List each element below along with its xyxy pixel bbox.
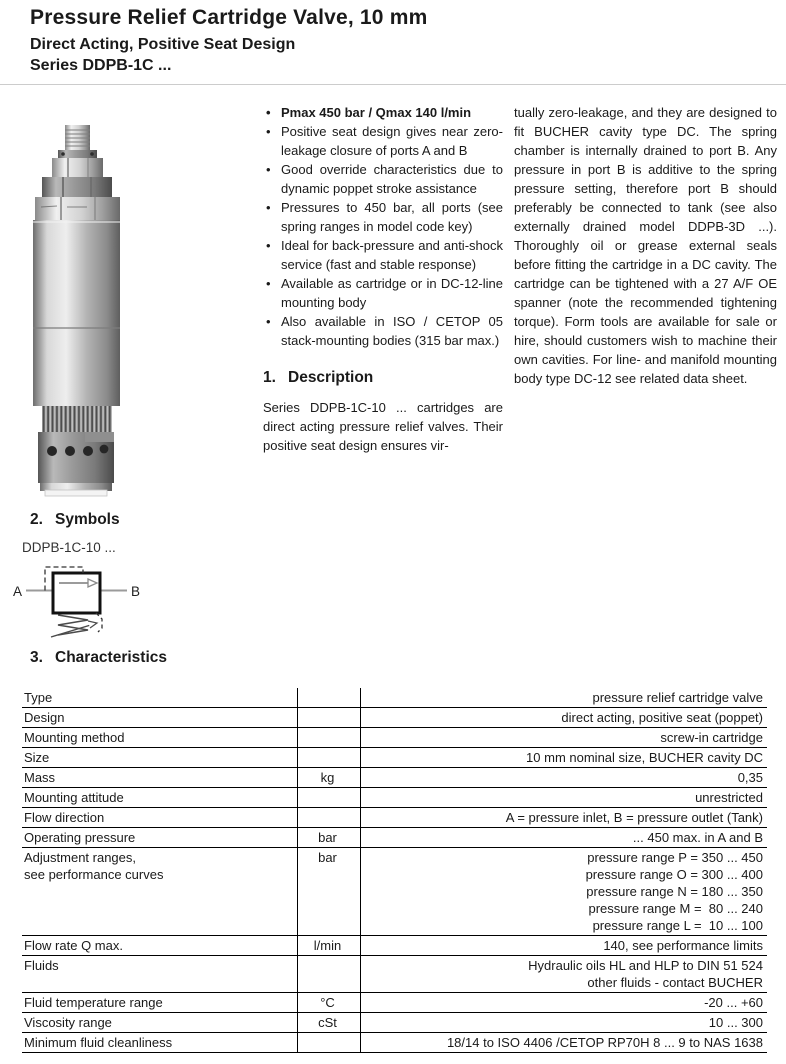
- row-value: 10 mm nominal size, BUCHER cavity DC: [360, 748, 767, 768]
- row-value: screw-in cartridge: [360, 728, 767, 748]
- section-number: 1.: [263, 369, 276, 386]
- row-unit: [297, 688, 360, 708]
- row-label: Type: [22, 688, 297, 708]
- row-value-line: pressure range P = 350 ... 450: [587, 850, 763, 865]
- row-label: Viscosity range: [22, 1013, 297, 1033]
- row-unit: [297, 748, 360, 768]
- valve-locknut: [52, 158, 103, 177]
- feature-item: • Pressures to 450 bar, all ports (see spring ranges in model code key): [263, 198, 503, 236]
- row-value-line: pressure range O = 300 ... 400: [585, 867, 763, 882]
- row-value: [360, 956, 767, 993]
- valve-body-hex: [35, 197, 120, 220]
- row-unit: bar: [297, 848, 360, 936]
- row-label: Flow direction: [22, 808, 297, 828]
- page-title: Pressure Relief Cartridge Valve, 10 mm: [30, 6, 428, 29]
- row-value: A = pressure inlet, B = pressure outlet (Tank): [360, 808, 767, 828]
- row-label: Mass: [22, 768, 297, 788]
- characteristics-table: [22, 688, 767, 1053]
- feature-item: • Ideal for back-pressure and anti-shock service (fast and stable response): [263, 236, 503, 274]
- section-heading-characteristics: [30, 648, 167, 667]
- product-photo: [25, 103, 240, 498]
- table-row: [22, 936, 767, 956]
- section-heading-symbols: [30, 510, 120, 529]
- header-divider: [0, 84, 786, 85]
- row-value-line: Hydraulic oils HL and HLP to DIN 51 524: [528, 958, 763, 973]
- table-row: [22, 768, 767, 788]
- valve-body: [33, 220, 120, 406]
- section-title: Characteristics: [55, 649, 168, 666]
- row-label: Mounting attitude: [22, 788, 297, 808]
- feature-item: • Pmax 450 bar / Qmax 140 l/min: [263, 103, 503, 122]
- row-value: pressure relief cartridge valve: [360, 688, 767, 708]
- row-unit: [297, 1033, 360, 1053]
- row-value-line: other fluids - contact BUCHER: [587, 975, 763, 990]
- row-label: [22, 848, 297, 936]
- row-label: Fluids: [22, 956, 297, 993]
- row-value: -20 ... +60: [360, 993, 767, 1013]
- section-number: 3.: [30, 649, 43, 666]
- row-value: 0,35: [360, 768, 767, 788]
- table-row: [22, 788, 767, 808]
- section-heading-description: [263, 368, 503, 387]
- spring-icon: [58, 615, 88, 635]
- row-value: unrestricted: [360, 788, 767, 808]
- row-label: Size: [22, 748, 297, 768]
- row-unit: [297, 788, 360, 808]
- row-label-line: see performance curves: [24, 867, 164, 882]
- section-number: 2.: [30, 511, 43, 528]
- row-unit: l/min: [297, 936, 360, 956]
- row-label: Design: [22, 708, 297, 728]
- row-value: 140, see performance limits: [360, 936, 767, 956]
- row-label: Minimum fluid cleanliness: [22, 1033, 297, 1053]
- series-label: Series DDPB-1C ...: [30, 57, 172, 74]
- row-unit: [297, 708, 360, 728]
- row-value: [360, 848, 767, 936]
- features-column: [263, 103, 503, 455]
- table-row: [22, 728, 767, 748]
- row-value-line: pressure range M = 80 ... 240: [588, 901, 763, 916]
- valve-hex-nut: [42, 177, 112, 197]
- row-value-line: pressure range L = 10 ... 100: [592, 918, 763, 933]
- feature-item: • Also available in ISO / CETOP 05 stack-mounting bodies (315 bar max.): [263, 312, 503, 350]
- table-row: [22, 1033, 767, 1053]
- valve-seal-ring: [45, 490, 107, 496]
- row-label: Operating pressure: [22, 828, 297, 848]
- table-row: [22, 956, 767, 993]
- row-unit: [297, 956, 360, 993]
- table-row: [22, 1013, 767, 1033]
- row-value: direct acting, positive seat (poppet): [360, 708, 767, 728]
- table-row: [22, 688, 767, 708]
- table-row: [22, 828, 767, 848]
- row-label: Fluid temperature range: [22, 993, 297, 1013]
- table-row: [22, 808, 767, 828]
- row-unit: °C: [297, 993, 360, 1013]
- hydraulic-symbol-diagram: [10, 556, 150, 651]
- row-value-line: pressure range N = 180 ... 350: [586, 884, 763, 899]
- section-title: Symbols: [55, 511, 120, 528]
- table-row: [22, 848, 767, 936]
- table-row: [22, 708, 767, 728]
- section-title: Description: [288, 369, 374, 386]
- row-unit: bar: [297, 828, 360, 848]
- port-a-label: A: [13, 584, 23, 599]
- description-column-2-container: [514, 103, 777, 388]
- row-value: ... 450 max. in A and B: [360, 828, 767, 848]
- feature-item: • Available as cartridge or in DC-12-line mounting body: [263, 274, 503, 312]
- feature-list: [263, 103, 503, 350]
- table-row: [22, 993, 767, 1013]
- feature-item: • Good override characteristics due to dynamic poppet stroke assistance: [263, 160, 503, 198]
- symbol-variant-label: DDPB-1C-10 ...: [22, 540, 116, 555]
- row-label: Flow rate Q max.: [22, 936, 297, 956]
- port-b-label: B: [131, 584, 141, 599]
- row-label: Mounting method: [22, 728, 297, 748]
- row-unit: [297, 808, 360, 828]
- adjust-arrowhead-icon: [88, 621, 97, 628]
- description-column-1: Series DDPB-1C-10 ... cartridges are direct acting pressure relief valves. Their positive seat design ensures vir-: [263, 400, 503, 453]
- table-row: [22, 748, 767, 768]
- row-value: 10 ... 300: [360, 1013, 767, 1033]
- valve-symbol-box: [53, 573, 100, 613]
- row-value: 18/14 to ISO 4406 /CETOP RP70H 8 ... 9 to NAS 1638: [360, 1033, 767, 1053]
- page-subtitle: Direct Acting, Positive Seat Design: [30, 36, 296, 53]
- valve-thread: [42, 406, 112, 432]
- header: [30, 5, 427, 76]
- description-column-2: tually zero-leakage, and they are designed to fit BUCHER cavity type DC. The spring chamber is internally drained to port B. Any pressure in port B is additive to the spring pressure setting, therefore port B should preferably be connected to tank (see also externally drained model DDPB-3D ...). Thoroughly oil or grease external seals before fitting the cartridge in a DC cavity. The cartridge can be tightened with a 27 A/F OE spanner (note the recommended tightening torque). Form tools are available for sale or hire, should customers wish to machine their own cavities. For line- and manifold mounting body type DC-12 see related data sheet.: [514, 105, 777, 386]
- row-unit: [297, 728, 360, 748]
- feature-item: • Positive seat design gives near zero-leakage closure of ports A and B: [263, 122, 503, 160]
- row-label-line: Adjustment ranges,: [24, 850, 137, 865]
- row-unit: kg: [297, 768, 360, 788]
- row-unit: cSt: [297, 1013, 360, 1033]
